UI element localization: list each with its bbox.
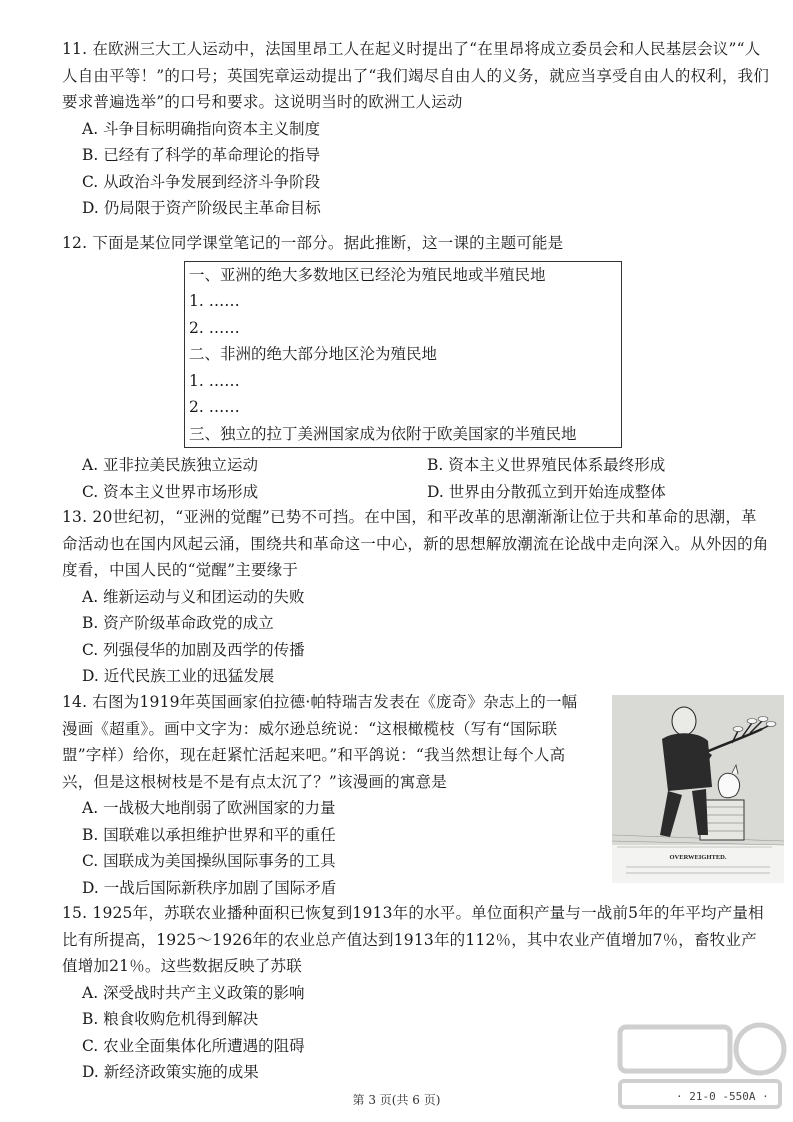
question-12 bbox=[62, 230, 770, 505]
question-11-option-a: A. 斗争目标明确指向资本主义制度 bbox=[82, 119, 321, 138]
question-12-option-c: C. 资本主义世界市场形成 bbox=[82, 482, 259, 501]
question-11-option-b: B. 已经有了科学的革命理论的指导 bbox=[82, 146, 321, 164]
question-14-option-c: C. 国联成为美国操纵国际事务的工具 bbox=[82, 852, 336, 870]
question-15-option-a: A. 深受战时共产主义政策的影响 bbox=[82, 983, 305, 1002]
cartoon-caption: OVERWEIGHTED. bbox=[669, 854, 727, 861]
question-12-option-b: B. 资本主义世界殖民体系最终形成 bbox=[427, 456, 666, 474]
question-13-option-b: B. 资产阶级革命政党的成立 bbox=[82, 614, 274, 632]
question-11 bbox=[62, 36, 770, 222]
question-14-option-b: B. 国联难以承担维护世界和平的重任 bbox=[82, 825, 336, 844]
question-15-option-b: B. 粮食收购危机得到解决 bbox=[82, 1010, 259, 1028]
question-11-stem: 11. 在欧洲三大工人运动中，法国里昂工人在起义时提出了“在里昂将成立委员会和人民基层会议”“人人自由平等！”的口号；英国宪章运动提出了“我们竭尽自由人的义务，就应当享受自由人的权利，我们要求普遍选举”的口号和要求。这说明当时的欧洲工人运动 bbox=[62, 40, 770, 111]
question-11-option-d: D. 仍局限于资产阶级民主革命目标 bbox=[82, 199, 321, 217]
question-14-stem: 14. 右图为1919年英国画家伯拉德·帕特瑞吉发表在《庞奇》杂志上的一幅漫画《超重》。画中文字为：威尔逊总统说：“这根橄榄枝（写有“国际联盟”字样）给你，现在赶紧忙活起来吧。”和平鸽说：“我当然想让每个人高兴，但是这根树枝是不是有点太沉了？”该漫画的寓意是 bbox=[62, 693, 578, 791]
notes-line: 二、非洲的绝大部分地区沦为殖民地 bbox=[189, 345, 438, 363]
class-notes-box bbox=[184, 261, 622, 449]
overweighted-cartoon-image bbox=[612, 695, 784, 883]
question-14-option-a: A. 一战极大地削弱了欧洲国家的力量 bbox=[82, 799, 336, 817]
exam-code: · 21-0 -550A · bbox=[676, 1090, 769, 1103]
question-13-option-c: C. 列强侵华的加剧及西学的传播 bbox=[82, 640, 305, 659]
question-13 bbox=[62, 504, 770, 690]
page-number: 第 3 页(共 6 页) bbox=[352, 1093, 441, 1107]
notes-line: 三、独立的拉丁美洲国家成为依附于欧美国家的半殖民地 bbox=[189, 424, 577, 443]
question-13-option-a: A. 维新运动与义和团运动的失败 bbox=[82, 587, 305, 606]
notes-line: 2. …… bbox=[189, 398, 240, 416]
question-12-option-d: D. 世界由分散孤立到开始连成整体 bbox=[427, 482, 666, 501]
question-13-option-d: D. 近代民族工业的迅猛发展 bbox=[82, 667, 275, 685]
question-12-option-a: A. 亚非拉美民族独立运动 bbox=[82, 456, 259, 474]
question-12-stem: 12. 下面是某位同学课堂笔记的一部分。据此推断，这一课的主题可能是 bbox=[62, 234, 564, 252]
question-14-option-d: D. 一战后国际新秩序加剧了国际矛盾 bbox=[82, 878, 337, 897]
question-15-option-c: C. 农业全面集体化所遭遇的阻碍 bbox=[82, 1036, 305, 1055]
notes-line: 1. …… bbox=[189, 292, 240, 310]
notes-line: 2. …… bbox=[189, 318, 240, 337]
question-15-option-d: D. 新经济政策实施的成果 bbox=[82, 1063, 259, 1081]
question-13-stem: 13. 20世纪初，“亚洲的觉醒”已势不可挡。在中国，和平改革的思潮渐渐让位于共和革命的思潮，革命活动也在国内风起云涌，围绕共和革命这一中心，新的思想解放潮流在论战中走向深入。从外因的角度看，中国人民的“觉醒”主要缘于 bbox=[62, 508, 769, 579]
notes-line: 1. …… bbox=[189, 371, 240, 390]
notes-line: 一、亚洲的绝大多数地区已经沦为殖民地或半殖民地 bbox=[189, 265, 546, 284]
question-11-option-c: C. 从政治斗争发展到经济斗争阶段 bbox=[82, 172, 321, 191]
question-15-stem: 15. 1925年，苏联农业播种面积已恢复到1913年的水平。单位面积产量与一战前5年的年平均产量相比有所提高，1925～1926年的农业总产值达到1913年的112％，其中农业产值增加7％，畜牧业产值增加21％。这些数据反映了苏联 bbox=[62, 904, 764, 975]
question-12-options bbox=[62, 452, 770, 505]
